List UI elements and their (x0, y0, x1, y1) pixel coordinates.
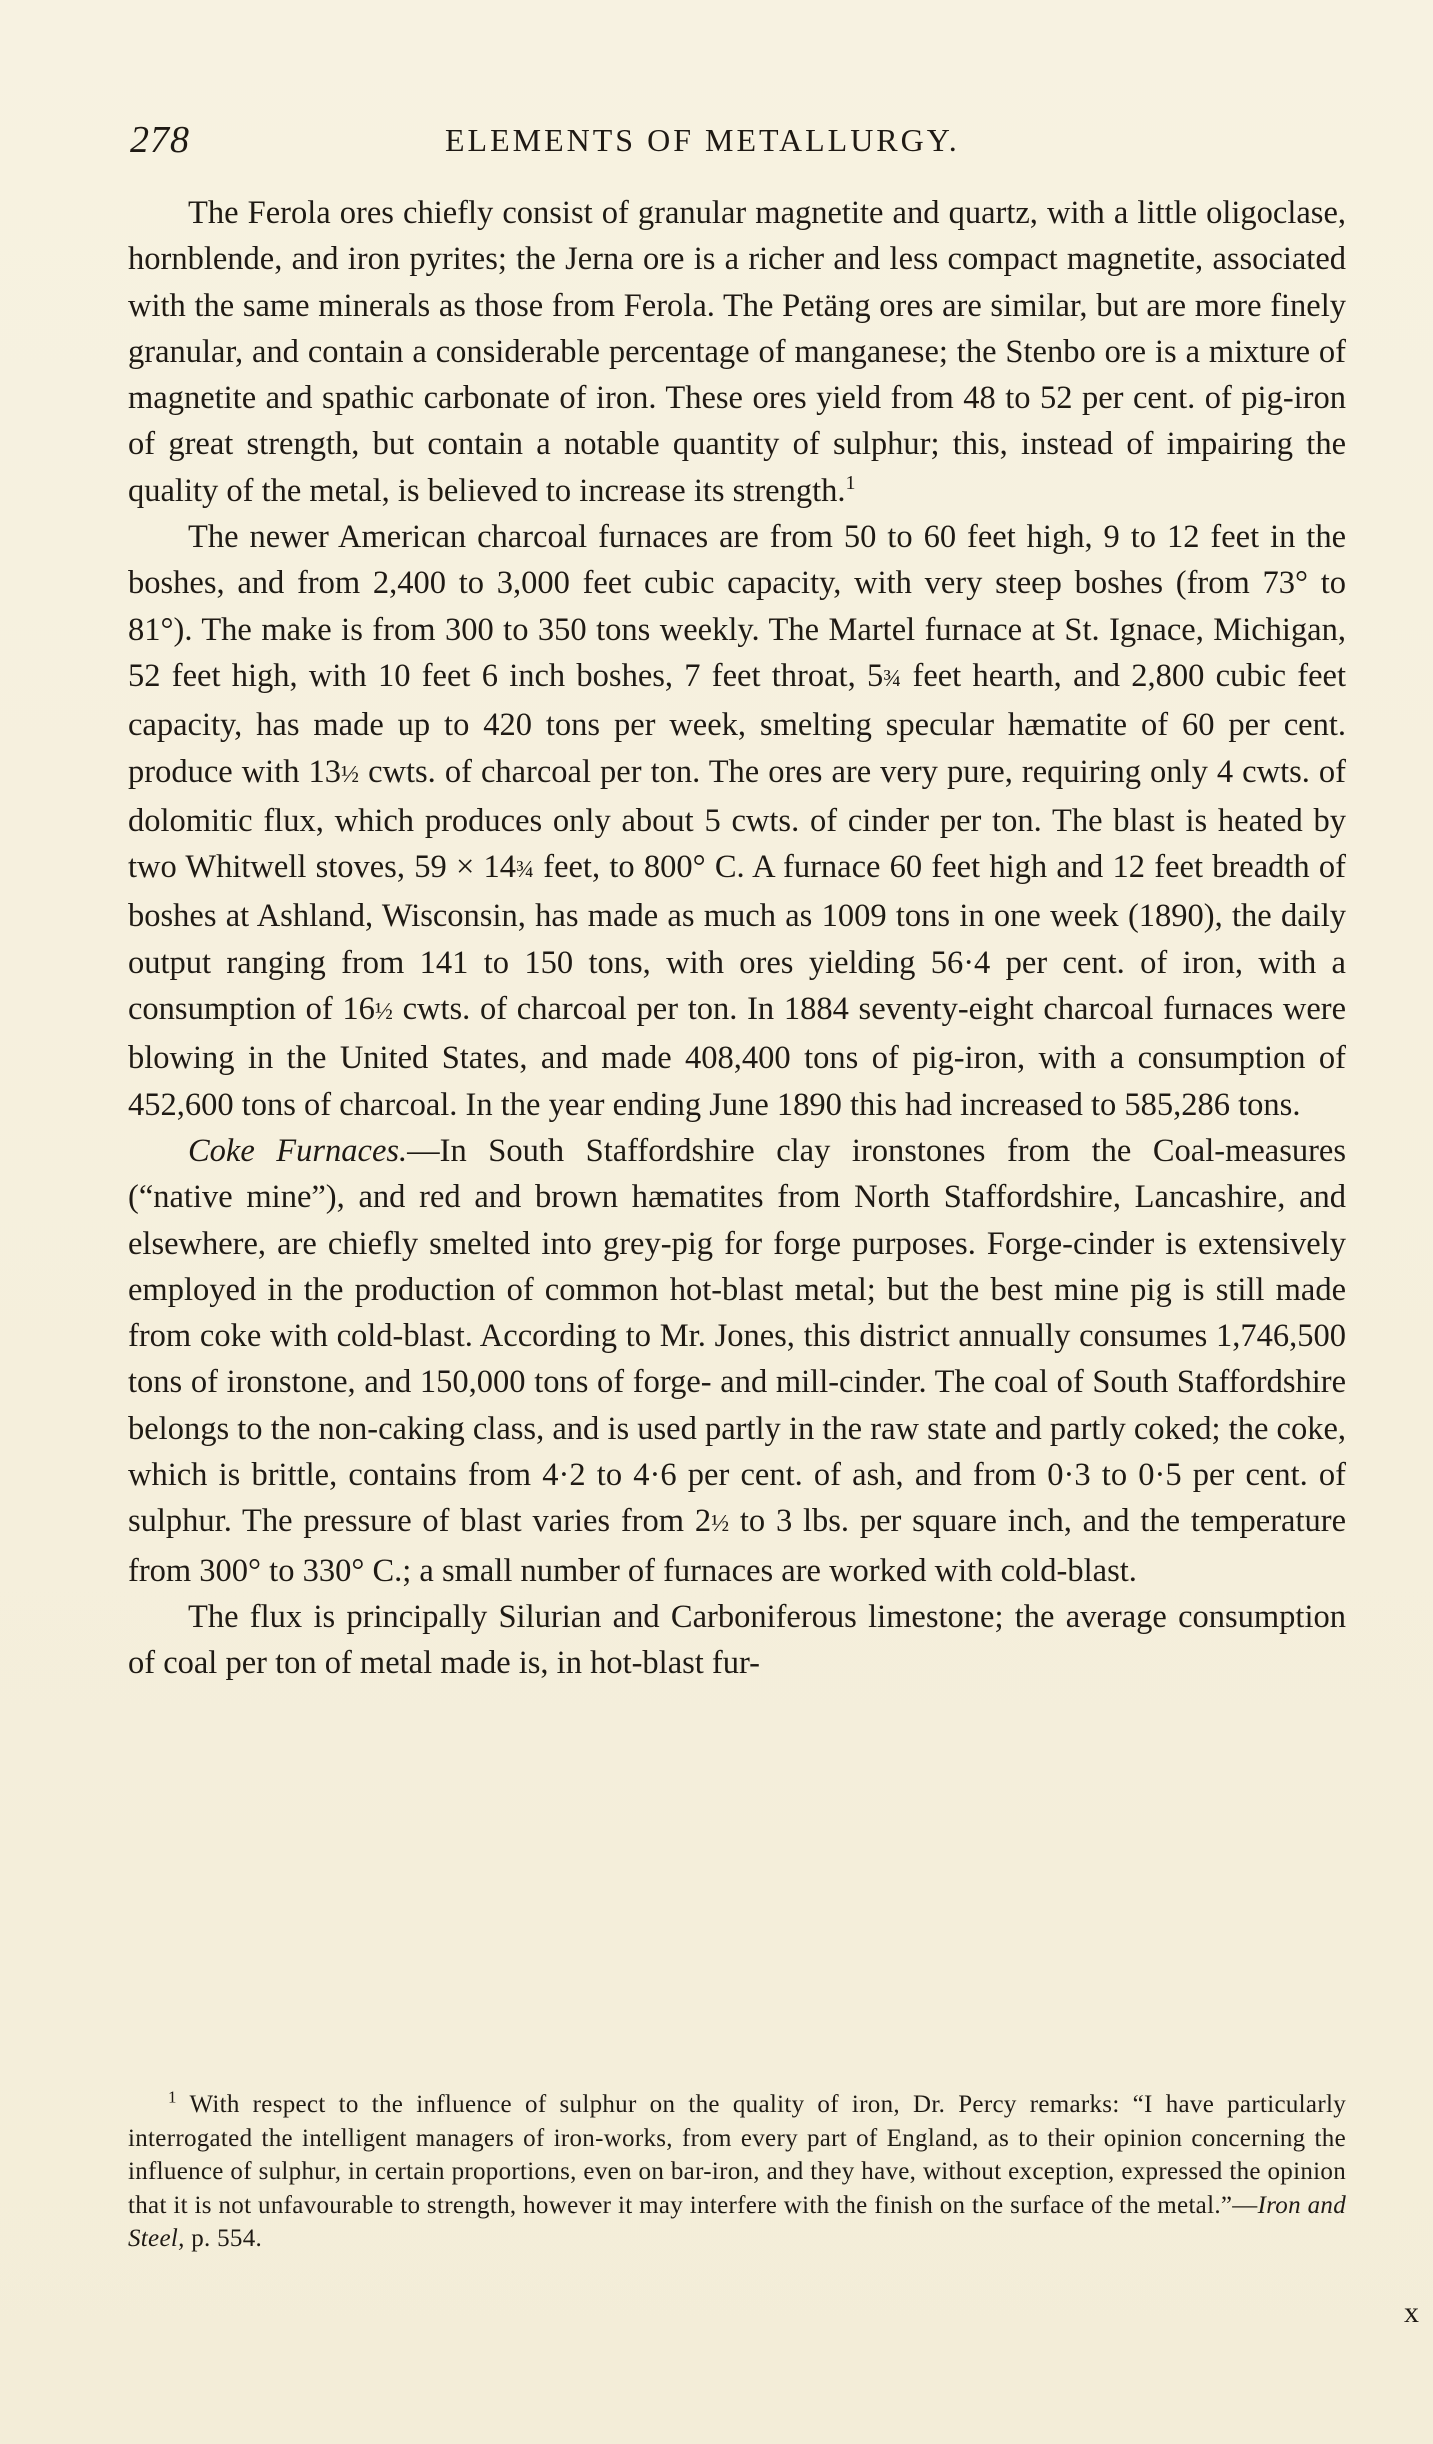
paragraph-ferola-ores: The Ferola ores chiefly consist of granular magnetite and quartz, with a little oligoclase, hornblende, and iron pyrites; the Jerna ore is a richer and less compact magnetite, associated with the same minerals as those from Ferola. The Petäng ores are similar, but are more finely granular, and contain a considerable percentage of manganese; the Stenbo ore is a mixture of magnetite and spathic carbonate of iron. These ores yield from 48 to 52 per cent. of pig-iron of great strength, but contain a notable quantity of sulphur; this, instead of impairing the quality of the metal, is believed to increase its strength.$^1$ (128, 195, 1346, 509)
section-heading-coke-furnaces: Coke Furnaces. (188, 1132, 408, 1169)
fraction: ¾ (883, 665, 902, 692)
footnote-ref[interactable]: 1 (845, 471, 856, 494)
footnotes (128, 2088, 1346, 2256)
footnote-source: Iron and Steel, (128, 2191, 1346, 2252)
paragraph-american-furnaces: The newer American charcoal furnaces are from 50 to 60 feet high, 9 to 12 feet in the boshes, and from 2,400 to 3,000 feet cubic capacity, with very steep boshes (from 73° to 81°). The make is from 300 to 350 tons weekly. The Martel furnace at St. Ignace, Michigan, 52 feet high, with 10 feet 6 inch boshes, 7 feet throat, 5¾ feet hearth, and 2,800 cubic feet capacity, has made up to 420 tons per week, smelting specular hæmatite of 60 per cent. produce with 13½ cwts. of charcoal per ton. The ores are very pure, requiring only 4 cwts. of dolomitic flux, which produces only about 5 cwts. of cinder per ton. The blast is heated by two Whitwell stoves, 59 × 14¾ feet, to 800° C. A furnace 60 feet high and 12 feet breadth of boshes at Ashland, Wisconsin, has made as much as 1009 tons in one week (1890), the daily output ranging from 141 to 150 tons, with ores yielding 56·4 per cent. of iron, with a consumption of 16½ cwts. of charcoal per ton. In 1884 seventy-eight charcoal furnaces were blowing in the United States, and made 408,400 tons of pig-iron, with a consumption of 452,600 tons of charcoal. In the year ending June 1890 this had increased to 585,286 tons. (128, 519, 1346, 1123)
body-text (128, 190, 1346, 1687)
fraction: ½ (341, 761, 360, 788)
running-title: ELEMENTS OF METALLURGY. (445, 122, 960, 158)
fraction: ½ (711, 1511, 730, 1538)
margin-mark: x (1404, 2296, 1419, 2329)
paragraph-coke-furnaces: Coke Furnaces.—In South Staffordshire clay ironstones from the Coal-measures (“native mine”), and red and brown hæmatites from North Staffordshire, Lancashire, and elsewhere, are chiefly smelted into grey-pig for forge purposes. Forge-cinder is extensively employed in the production of common hot-blast metal; but the best mine pig is still made from coke with cold-blast. According to Mr. Jones, this district annually consumes 1,746,500 tons of ironstone, and 150,000 tons of forge- and mill-cinder. The coal of South Staffordshire belongs to the non-caking class, and is used partly in the raw state and partly coked; the coke, which is brittle, contains from 4·2 to 4·6 per cent. of ash, and from 0·3 to 0·5 per cent. of sulphur. The pressure of blast varies from 2½ to 3 lbs. per square inch, and the temperature from 300° to 330° C.; a small number of furnaces are worked with cold-blast. (128, 1132, 1347, 1589)
paragraph-flux: The flux is principally Silurian and Carboniferous limestone; the average consumption of coal per ton of metal made is, in hot-blast fur- (128, 1598, 1346, 1682)
fraction: ½ (374, 999, 393, 1026)
footnote-text: With respect to the influence of sulphur on the quality of iron, Dr. Percy remarks: “I have particularly interrogated the intelligent managers of iron-works, from every part of England, as to their opinion concerning the influence of sulphur, in certain proportions, even on bar-iron, and they have, without exception, expressed the opinion that it is not unfavourable to strength, however it may interfere with the finish on the surface of the metal.”— (128, 2091, 1346, 2219)
page-header (130, 118, 1350, 168)
fraction: ¾ (516, 857, 535, 884)
footnote-page: p. 554. (184, 2225, 263, 2252)
footnote-1 (128, 2088, 1346, 2256)
page-number: 278 (130, 119, 190, 161)
footnote-marker: 1 (168, 2087, 177, 2107)
